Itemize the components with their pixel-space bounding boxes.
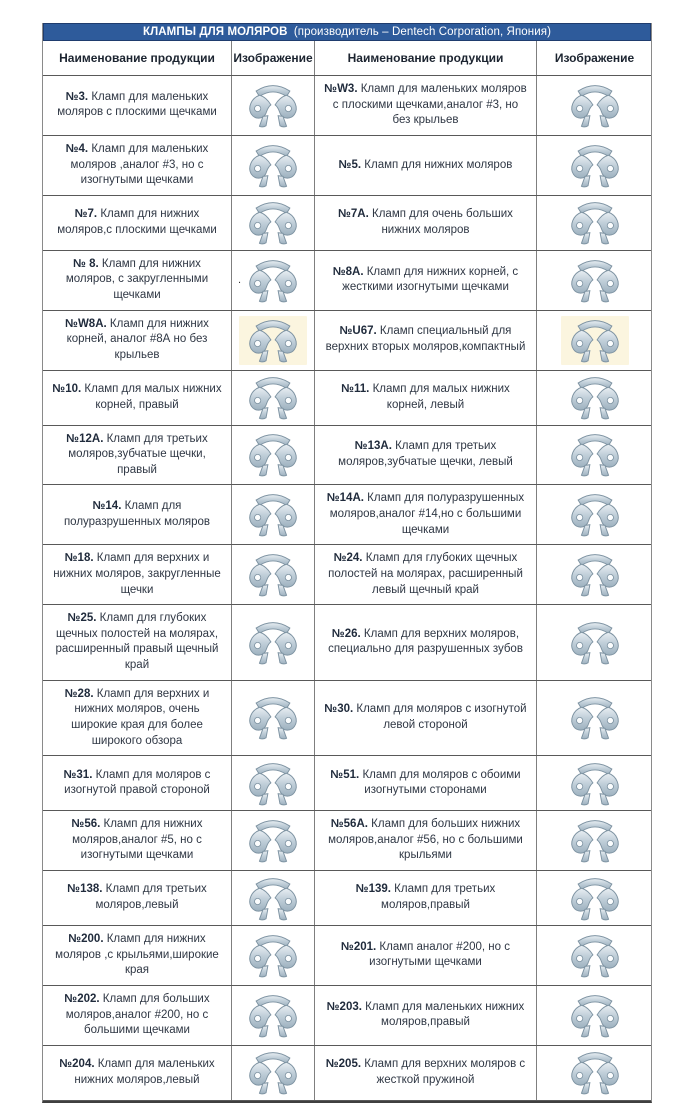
product-number: №26. bbox=[331, 627, 361, 640]
product-image-cell-left bbox=[232, 756, 315, 810]
product-name-cell-right bbox=[315, 76, 537, 135]
product-image-cell-right bbox=[537, 251, 652, 310]
product-number: №203. bbox=[326, 1000, 362, 1013]
table-row bbox=[43, 371, 651, 426]
product-name-cell-left bbox=[43, 371, 232, 425]
molar-clamp-icon bbox=[242, 199, 304, 246]
product-name-cell-left bbox=[43, 196, 232, 250]
table-row bbox=[43, 681, 651, 757]
product-description: Кламп для очень больших нижних моляров bbox=[372, 208, 513, 236]
product-number: №204. bbox=[59, 1058, 95, 1071]
product-description: Кламп для больших моляров,аналог #200, но с большими щечками bbox=[65, 992, 210, 1037]
product-name-cell-right bbox=[315, 251, 537, 310]
product-number: №30. bbox=[324, 703, 354, 716]
table-row bbox=[43, 485, 651, 545]
molar-clamp-icon bbox=[242, 374, 304, 421]
table-title: КЛАМПЫ ДЛЯ МОЛЯРОВ bbox=[142, 26, 288, 38]
molar-clamp-icon bbox=[242, 257, 304, 304]
product-name-cell-right bbox=[315, 426, 537, 485]
clamp-photo-frame bbox=[561, 1048, 629, 1097]
product-description: Кламп для маленьких моляров ,аналог #3, но с изогнутыми щечками bbox=[70, 142, 209, 187]
column-header-name-right: Наименование продукции bbox=[315, 41, 537, 75]
product-image-cell-left bbox=[232, 681, 315, 756]
product-name-cell-right bbox=[315, 986, 537, 1045]
molar-clamp-icon bbox=[242, 875, 304, 922]
table-row bbox=[43, 605, 651, 681]
product-name-cell-left bbox=[43, 756, 232, 810]
product-description: Кламп для глубоких щечных полостей на молярах, расширенный левый щечный край bbox=[328, 552, 523, 596]
product-description: Кламп для моляров с обоими изогнутыми сторонами bbox=[362, 768, 521, 797]
table-row bbox=[43, 1046, 651, 1101]
product-image-cell-right bbox=[537, 76, 652, 135]
clamp-photo-frame bbox=[561, 81, 629, 130]
clamp-photo-frame bbox=[561, 256, 629, 305]
product-description: Кламп для верхних и нижних моляров, очень широкие края для более широкого обзора bbox=[71, 687, 210, 747]
product-number: №200. bbox=[68, 933, 104, 945]
product-image-cell-right bbox=[537, 196, 652, 250]
table-row bbox=[43, 426, 651, 486]
clamp-photo-frame bbox=[239, 991, 307, 1040]
product-image-cell-right bbox=[537, 756, 652, 810]
product-name-cell-right bbox=[315, 811, 537, 870]
product-number: №7А. bbox=[338, 208, 369, 221]
molar-clamp-icon bbox=[242, 142, 304, 189]
table-row bbox=[43, 986, 651, 1046]
product-name-cell-left bbox=[43, 545, 232, 604]
product-number: №8А. bbox=[332, 265, 364, 278]
clamp-photo-frame bbox=[239, 430, 307, 479]
molar-clamp-icon bbox=[564, 1049, 626, 1096]
product-name-cell-right bbox=[315, 485, 537, 544]
product-name-cell-left bbox=[43, 926, 232, 985]
product-description: Кламп для маленьких нижних моляров,левый bbox=[74, 1058, 215, 1086]
clamp-photo-frame bbox=[561, 991, 629, 1040]
table-row bbox=[43, 811, 651, 871]
product-name-cell-left bbox=[43, 811, 232, 870]
clamp-photo-frame bbox=[239, 550, 307, 599]
product-name-cell-right bbox=[315, 371, 537, 425]
table-row bbox=[43, 756, 651, 811]
molar-clamp-icon bbox=[564, 760, 626, 807]
product-description: Кламп для верхних моляров, специально для разрушенных зубов bbox=[328, 627, 523, 656]
product-number: №5. bbox=[338, 158, 362, 171]
product-name-cell-left bbox=[43, 871, 232, 925]
molar-clamp-icon bbox=[564, 992, 626, 1039]
molar-clamp-icon bbox=[564, 817, 626, 864]
molar-clamp-icon bbox=[564, 431, 626, 478]
product-name-cell-right bbox=[315, 871, 537, 925]
product-number: №11. bbox=[341, 382, 370, 395]
product-image-cell-right bbox=[537, 986, 652, 1045]
product-image-cell-right bbox=[537, 136, 652, 195]
table-header-row bbox=[43, 41, 651, 76]
table-row bbox=[43, 926, 651, 986]
molar-clamp-icon bbox=[564, 142, 626, 189]
product-number: №13А. bbox=[354, 440, 392, 453]
product-number: №24. bbox=[333, 552, 363, 565]
product-image-cell-right bbox=[537, 545, 652, 604]
clamp-photo-frame bbox=[239, 141, 307, 190]
molar-clamp-icon bbox=[242, 932, 304, 979]
product-image-cell-left bbox=[232, 426, 315, 485]
molar-clamp-icon bbox=[242, 491, 304, 538]
clamp-photo-frame bbox=[561, 373, 629, 422]
product-description: Кламп для нижних корней, с жесткими изогнутыми щечками bbox=[342, 265, 519, 294]
molar-clamp-icon bbox=[564, 257, 626, 304]
molar-clamp-icon bbox=[564, 491, 626, 538]
clamp-photo-frame bbox=[561, 550, 629, 599]
molar-clamp-icon bbox=[564, 694, 626, 741]
product-image-cell-right bbox=[537, 605, 652, 680]
clamp-photo-frame bbox=[239, 256, 307, 305]
product-image-cell-left bbox=[232, 605, 315, 680]
product-description: Кламп для малых нижних корней, левый bbox=[372, 382, 510, 411]
molar-clamp-icon bbox=[564, 317, 626, 364]
product-image-cell-left bbox=[232, 926, 315, 985]
molar-clamp-icon bbox=[242, 317, 304, 364]
product-name-cell-left bbox=[43, 251, 232, 310]
product-image-cell-left bbox=[232, 986, 315, 1045]
product-number: №202. bbox=[64, 992, 100, 1005]
table-row bbox=[43, 311, 651, 371]
molar-clamp-icon bbox=[564, 199, 626, 246]
product-number: №25. bbox=[67, 612, 97, 625]
product-number: №138. bbox=[67, 883, 103, 896]
table-row bbox=[43, 871, 651, 926]
product-image-cell-right bbox=[537, 926, 652, 985]
clamp-photo-frame bbox=[239, 490, 307, 539]
product-name-cell-right bbox=[315, 196, 537, 250]
product-image-cell-left bbox=[232, 371, 315, 425]
product-name-cell-left bbox=[43, 136, 232, 195]
clamp-photo-frame bbox=[561, 816, 629, 865]
product-image-cell-right bbox=[537, 811, 652, 870]
product-image-cell-left bbox=[232, 136, 315, 195]
product-image-cell-left bbox=[232, 1046, 315, 1100]
product-description: Кламп для нижних моляров,аналог #5, но с изогнутыми щечками bbox=[72, 818, 203, 862]
product-number: №139. bbox=[355, 883, 391, 896]
molar-clamp-icon bbox=[242, 817, 304, 864]
table-title-bar bbox=[43, 23, 651, 41]
product-name-cell-left bbox=[43, 986, 232, 1045]
clamp-photo-frame bbox=[239, 198, 307, 247]
product-description: Кламп для верхних и нижних моляров, закругленные щечки bbox=[53, 552, 221, 596]
molar-clamp-icon bbox=[564, 875, 626, 922]
clamp-photo-frame bbox=[561, 759, 629, 808]
product-description: Кламп для маленьких нижних моляров,правый bbox=[365, 1000, 525, 1029]
product-name-cell-left bbox=[43, 485, 232, 544]
product-number: №4. bbox=[65, 142, 89, 155]
product-image-cell-right bbox=[537, 871, 652, 925]
table-row bbox=[43, 251, 651, 311]
molar-clamp-icon bbox=[242, 1049, 304, 1096]
product-number: №56А. bbox=[330, 818, 368, 831]
product-number: №14А. bbox=[326, 492, 364, 505]
product-name-cell-right bbox=[315, 681, 537, 756]
product-table bbox=[42, 23, 652, 1103]
product-description: Кламп для больших нижних моляров,аналог #56, но с большими крыльями bbox=[328, 818, 523, 862]
product-image-cell-right bbox=[537, 426, 652, 485]
product-number: № 8. bbox=[73, 257, 99, 270]
molar-clamp-icon bbox=[242, 431, 304, 478]
product-name-cell-left bbox=[43, 426, 232, 485]
product-image-cell-left bbox=[232, 76, 315, 135]
product-description: Кламп для глубоких щечных полостей на молярах, расширенный правый щечный край bbox=[55, 612, 219, 671]
clamp-photo-frame bbox=[239, 618, 307, 667]
clamp-photo-frame bbox=[239, 931, 307, 980]
product-description: Кламп для моляров с изогнутой правой стороной bbox=[64, 768, 211, 797]
product-image-cell-left bbox=[232, 196, 315, 250]
product-number: №W3. bbox=[324, 83, 358, 95]
product-description: Кламп для полуразрушенных моляров,аналог #14,но с большими щечками bbox=[329, 492, 525, 536]
product-image-cell-right bbox=[537, 371, 652, 425]
clamp-photo-frame bbox=[561, 316, 629, 365]
product-name-cell-right bbox=[315, 545, 537, 604]
clamp-photo-frame bbox=[239, 1048, 307, 1097]
product-image-cell-left bbox=[232, 811, 315, 870]
product-name-cell-right bbox=[315, 926, 537, 985]
clamp-photo-frame bbox=[239, 373, 307, 422]
molar-clamp-icon bbox=[242, 694, 304, 741]
clamp-photo-frame bbox=[561, 490, 629, 539]
table-subtitle: (производитель – Dentech Corporation, Япония) bbox=[293, 26, 552, 38]
molar-clamp-icon bbox=[564, 551, 626, 598]
product-name-cell-right bbox=[315, 605, 537, 680]
column-header-name-left: Наименование продукции bbox=[43, 41, 232, 75]
product-description: Кламп для маленьких моляров с плоскими щечками,аналог #3, но без крыльев bbox=[332, 83, 527, 127]
molar-clamp-icon bbox=[242, 760, 304, 807]
clamp-photo-frame bbox=[561, 931, 629, 980]
table-row bbox=[43, 136, 651, 196]
product-name-cell-left bbox=[43, 605, 232, 680]
clamp-photo-frame bbox=[561, 618, 629, 667]
molar-clamp-icon bbox=[564, 619, 626, 666]
product-name-cell-right bbox=[315, 756, 537, 810]
clamp-photo-frame bbox=[561, 141, 629, 190]
clamp-photo-frame bbox=[561, 693, 629, 742]
clamp-photo-frame bbox=[561, 198, 629, 247]
clamp-photo-frame bbox=[239, 316, 307, 365]
product-description: Кламп для нижних моляров ,с крыльями,широкие края bbox=[55, 933, 219, 977]
product-description: Кламп для третьих моляров,правый bbox=[381, 883, 496, 911]
product-image-cell-right bbox=[537, 485, 652, 544]
product-name-cell-right bbox=[315, 1046, 537, 1100]
product-description: Кламп для нижних моляров bbox=[364, 158, 513, 171]
product-number: №56. bbox=[71, 818, 101, 831]
molar-clamp-icon bbox=[242, 619, 304, 666]
product-number: №7. bbox=[74, 208, 98, 221]
product-name-cell-left bbox=[43, 76, 232, 135]
stray-dot: . bbox=[238, 274, 242, 287]
product-image-cell-right bbox=[537, 681, 652, 756]
product-number: №18. bbox=[64, 552, 94, 565]
product-description: Кламп для третьих моляров,зубчатые щечки, левый bbox=[338, 440, 513, 468]
table-row bbox=[43, 196, 651, 251]
product-name-cell-left bbox=[43, 1046, 232, 1100]
product-description: Кламп для моляров с изогнутой левой стороной bbox=[356, 703, 527, 731]
product-number: №3. bbox=[65, 90, 89, 103]
product-image-cell-left bbox=[232, 871, 315, 925]
product-description: Кламп для полуразрушенных моляров bbox=[63, 500, 211, 528]
product-name-cell-left bbox=[43, 681, 232, 756]
molar-clamp-icon bbox=[564, 82, 626, 129]
product-image-cell-left bbox=[232, 545, 315, 604]
product-number: №51. bbox=[330, 768, 360, 781]
column-header-image-left: Изображение bbox=[232, 41, 315, 75]
product-description: Кламп специальный для верхних вторых моляров,компактный bbox=[325, 325, 526, 354]
product-description: Кламп для нижних моляров,с плоскими щечками bbox=[57, 208, 217, 236]
product-number: №28. bbox=[64, 687, 94, 700]
product-description: Кламп для нижних моляров, с закругленными щечками bbox=[65, 257, 209, 301]
clamp-photo-frame bbox=[239, 816, 307, 865]
product-description: Кламп для третьих моляров,зубчатые щечки, правый bbox=[68, 432, 208, 476]
product-image-cell-left bbox=[232, 485, 315, 544]
molar-clamp-icon bbox=[564, 932, 626, 979]
product-image-cell-right bbox=[537, 1046, 652, 1100]
product-number: №201. bbox=[341, 940, 377, 953]
product-description: Кламп для малых нижних корней, правый bbox=[84, 382, 222, 411]
clamp-photo-frame bbox=[561, 430, 629, 479]
product-number: №31. bbox=[63, 768, 93, 781]
product-number: №205. bbox=[325, 1058, 362, 1071]
molar-clamp-icon bbox=[564, 374, 626, 421]
clamp-photo-frame bbox=[239, 759, 307, 808]
table-body bbox=[43, 76, 651, 1101]
clamp-photo-frame bbox=[561, 874, 629, 923]
column-header-image-right: Изображение bbox=[554, 51, 635, 65]
table-row bbox=[43, 545, 651, 605]
product-description: Кламп для нижних корней, аналог #8А но без крыльев bbox=[66, 317, 209, 361]
product-description: Кламп для маленьких моляров с плоскими щечками bbox=[57, 90, 217, 119]
product-image-cell-right bbox=[537, 311, 652, 370]
product-name-cell-left bbox=[43, 311, 232, 370]
product-image-cell-left bbox=[232, 251, 315, 310]
product-number: №U67. bbox=[339, 325, 377, 338]
molar-clamp-icon bbox=[242, 551, 304, 598]
product-description: Кламп аналог #200, но с изогнутыми щечками bbox=[369, 940, 510, 969]
product-image-cell-left bbox=[232, 311, 315, 370]
product-name-cell-right bbox=[315, 136, 537, 195]
product-name-cell-right bbox=[315, 311, 537, 370]
product-number: №12А. bbox=[66, 432, 104, 445]
product-description: Кламп для третьих моляров,левый bbox=[95, 883, 207, 911]
clamp-photo-frame bbox=[239, 81, 307, 130]
table-row bbox=[43, 76, 651, 136]
molar-clamp-icon bbox=[242, 82, 304, 129]
clamp-photo-frame bbox=[239, 874, 307, 923]
clamp-photo-frame bbox=[239, 693, 307, 742]
product-number: №W8А. bbox=[65, 317, 107, 330]
product-number: №14. bbox=[92, 500, 122, 513]
product-description: Кламп для верхних моляров с жесткой пружиной bbox=[364, 1058, 526, 1086]
molar-clamp-icon bbox=[242, 992, 304, 1039]
product-number: №10. bbox=[52, 382, 82, 395]
